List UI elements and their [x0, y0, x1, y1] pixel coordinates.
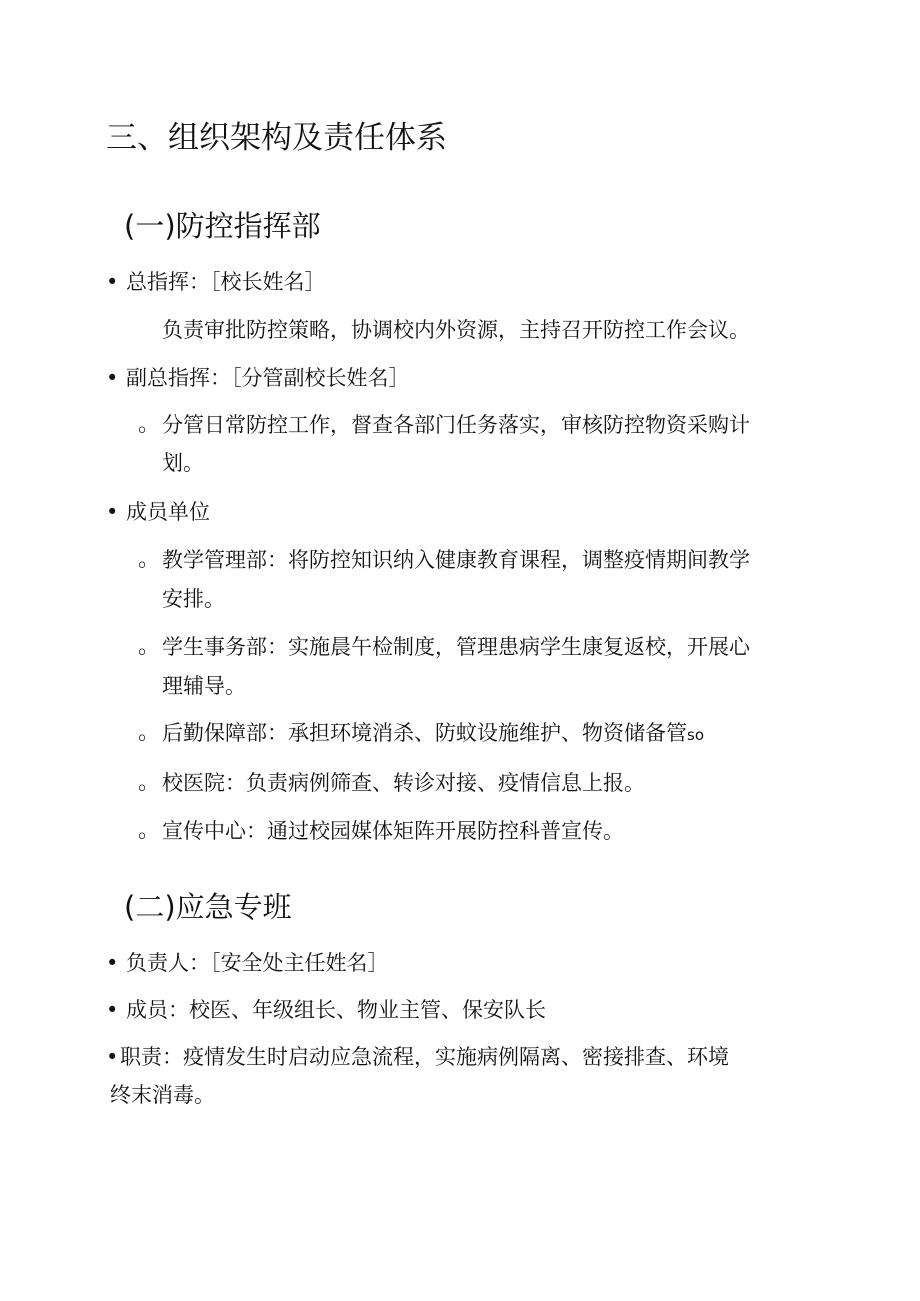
- member-line: [162, 718, 704, 750]
- section-title: 三、组织架构及责任体系: [106, 120, 447, 156]
- member-line-cont: 安排。: [162, 587, 225, 611]
- bullet-chief: •: [106, 270, 119, 294]
- sub-bullet-member: 。: [138, 547, 161, 572]
- chief-duty: 负责审批防控策略，协调校内外资源，主持召开防控工作会议。: [162, 318, 750, 342]
- sub-bullet-member: 。: [138, 770, 161, 795]
- member-line: 宣传中心：通过校园媒体矩阵开展防控科普宣传。: [162, 819, 624, 843]
- chief-label: 总指挥：［校长姓名］: [126, 270, 326, 294]
- bullet-members: •: [106, 500, 119, 524]
- emergency-heading: (二)应急专班: [124, 890, 292, 924]
- emergency-duty-line2: 终末消毒。: [110, 1083, 215, 1107]
- bullet-emergency-duty: •: [106, 1045, 119, 1069]
- bullet-emergency-members: •: [106, 998, 119, 1022]
- deputy-label: 副总指挥：［分管副校长姓名］: [126, 366, 410, 390]
- deputy-duty-line2: 划。: [162, 451, 204, 475]
- command-heading: (一)防控指挥部: [124, 209, 321, 243]
- sub-bullet-member: 。: [138, 634, 161, 659]
- member-line-cont: 理辅导。: [162, 674, 246, 698]
- emergency-members: 成员：校医、年级组长、物业主管、保安队长: [126, 998, 546, 1022]
- member-line: 教学管理部：将防控知识纳入健康教育课程，调整疫情期间教学: [162, 548, 750, 572]
- member-line-text: 后勤保障部：承担环境消杀、防蚊设施维护、物资储备管: [162, 721, 687, 745]
- members-label: 成员单位: [126, 500, 210, 524]
- emergency-leader: 负责人：［安全处主任姓名］: [126, 951, 389, 975]
- sub-bullet-member: 。: [138, 818, 161, 843]
- bullet-leader: •: [106, 951, 119, 975]
- member-line: 校医院：负责病例筛查、转诊对接、疫情信息上报。: [162, 771, 645, 795]
- sub-bullet-member: 。: [138, 720, 161, 745]
- member-line: 学生事务部：实施晨午检制度，管理患病学生康复返校，开展心: [162, 635, 750, 659]
- member-line-suffix: so: [687, 726, 704, 744]
- emergency-duty-line1: 职责：疫情发生时启动应急流程，实施病例隔离、密接排查、环境: [120, 1045, 729, 1069]
- bullet-deputy: •: [106, 366, 119, 390]
- sub-bullet-deputy-duty: 。: [138, 412, 161, 437]
- deputy-duty-line1: 分管日常防控工作，督查各部门任务落实，审核防控物资采购计: [162, 413, 750, 437]
